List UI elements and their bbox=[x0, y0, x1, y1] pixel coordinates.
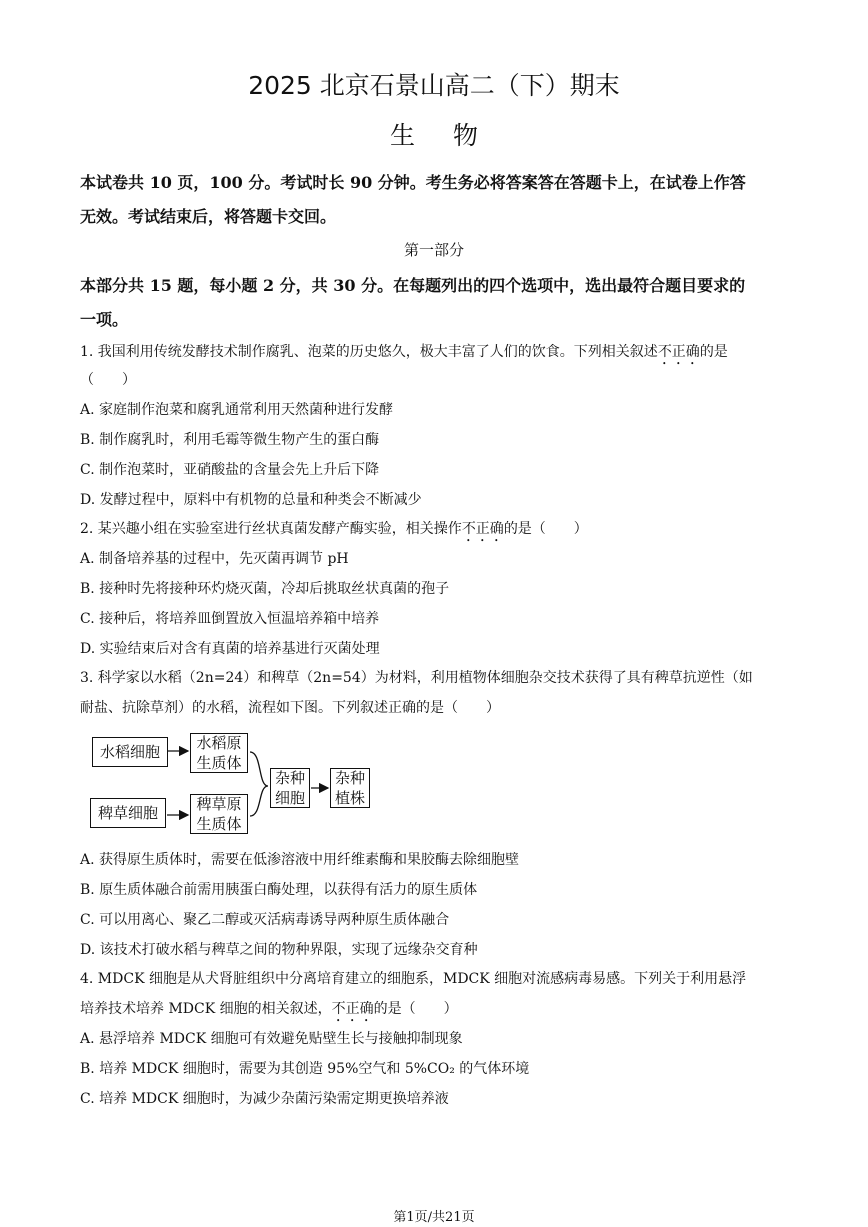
q1-option-c: C. 制作泡菜时，亚硝酸盐的含量会先上升后下降 bbox=[80, 462, 380, 478]
part-heading: 第一部分 bbox=[403, 241, 464, 259]
q3-stem-line-2: 耐盐、抗除草剂）的水稻，流程如下图。下列叙述正确的是（ ） bbox=[80, 700, 500, 716]
q1-answer-paren: （ ） bbox=[80, 372, 136, 388]
q2-option-b: B. 接种时先将接种环灼烧灭菌，冷却后挑取丝状真菌的孢子 bbox=[80, 581, 450, 597]
exam-title: 2025 北京石景山高二（下）期末 bbox=[248, 71, 620, 100]
q3-option-b: B. 原生质体融合前需用胰蛋白酶处理，以获得有活力的原生质体 bbox=[80, 882, 478, 898]
instructions-line-1: 本试卷共 10 页，100 分。考试时长 90 分钟。考生务必将答案答在答题卡上，在试卷上作答 bbox=[80, 173, 746, 192]
rice-cell-box: 水稻细胞 bbox=[92, 737, 168, 767]
instructions-line-2: 无效。考试结束后，将答题卡交回。 bbox=[80, 207, 337, 226]
q2-stem: 2. 某兴趣小组在实验室进行丝状真菌发酵产酶实验，相关操作不正确的是（ ） bbox=[80, 521, 588, 537]
q1-option-d: D. 发酵过程中，原料中有机物的总量和种类会不断减少 bbox=[80, 492, 422, 508]
hybrid-cell-box: 杂种 细胞 bbox=[270, 768, 310, 808]
weed-cell-box: 稗草细胞 bbox=[90, 798, 166, 828]
q3-option-a: A. 获得原生质体时，需要在低渗溶液中用纤维素酶和果胶酶去除细胞壁 bbox=[80, 852, 520, 868]
rice-protoplast-box: 水稻原 生质体 bbox=[190, 733, 248, 773]
subject-title: 生物 bbox=[389, 121, 516, 150]
q4-stem-line-1: 4. MDCK 细胞是从犬肾脏组织中分离培育建立的细胞系，MDCK 细胞对流感病毒易感。下列关于利用悬浮 bbox=[80, 971, 747, 987]
q2-option-d: D. 实验结束后对含有真菌的培养基进行灭菌处理 bbox=[80, 641, 380, 657]
part-intro-line-2: 一项。 bbox=[80, 310, 129, 329]
q4-option-c: C. 培养 MDCK 细胞时，为减少杂菌污染需定期更换培养液 bbox=[80, 1091, 449, 1107]
q1-option-b: B. 制作腐乳时，利用毛霉等微生物产生的蛋白酶 bbox=[80, 432, 380, 448]
q4-option-b: B. 培养 MDCK 细胞时，需要为其创造 95%空气和 5%CO₂ 的气体环境 bbox=[80, 1061, 530, 1077]
q1-stem: 1. 我国利用传统发酵技术制作腐乳、泡菜的历史悠久，极大丰富了人们的饮食。下列相关叙述不正确的是 bbox=[80, 344, 728, 360]
page-footer: 第1页/共21页 bbox=[393, 1210, 475, 1225]
hybrid-plant-box: 杂种 植株 bbox=[330, 768, 370, 808]
q2-emphasis: 不正确 bbox=[461, 521, 504, 537]
q3-option-c: C. 可以用离心、聚乙二醇或灭活病毒诱导两种原生质体融合 bbox=[80, 912, 450, 928]
q4-stem-line-2: 培养技术培养 MDCK 细胞的相关叙述，不正确的是（ ） bbox=[80, 1001, 458, 1017]
q3-stem-line-1: 3. 科学家以水稻（2n=24）和稗草（2n=54）为材料，利用植物体细胞杂交技术获得了具有稗草抗逆性（如 bbox=[80, 670, 753, 686]
weed-protoplast-box: 稗草原 生质体 bbox=[190, 794, 248, 834]
q4-emphasis: 不正确 bbox=[331, 1001, 374, 1017]
q1-option-a: A. 家庭制作泡菜和腐乳通常利用天然菌种进行发酵 bbox=[80, 402, 394, 418]
q1-emphasis: 不正确 bbox=[657, 344, 700, 360]
q2-option-c: C. 接种后，将培养皿倒置放入恒温培养箱中培养 bbox=[80, 611, 380, 627]
q3-option-d: D. 该技术打破水稻与稗草之间的物种界限，实现了远缘杂交育种 bbox=[80, 942, 478, 958]
merge-brace bbox=[250, 752, 268, 816]
q2-option-a: A. 制备培养基的过程中，先灭菌再调节 pH bbox=[80, 551, 349, 567]
q4-option-a: A. 悬浮培养 MDCK 细胞可有效避免贴壁生长与接触抑制现象 bbox=[80, 1031, 463, 1047]
part-intro-line-1: 本部分共 15 题，每小题 2 分，共 30 分。在每题列出的四个选项中，选出最符合题目要求的 bbox=[80, 276, 746, 295]
